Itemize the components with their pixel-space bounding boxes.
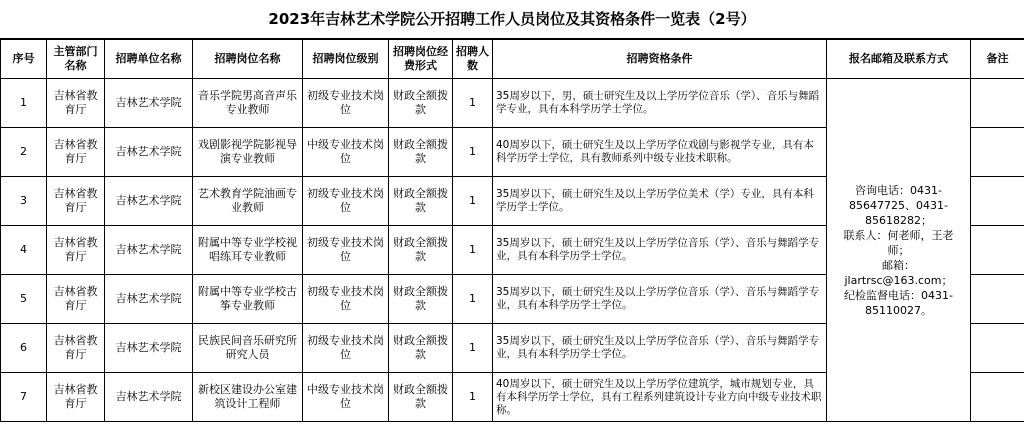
cell-funding: 财政全额拨款 — [389, 373, 453, 422]
cell-dept: 吉林省教育厅 — [47, 275, 105, 324]
cell-note — [971, 79, 1024, 128]
cell-note — [971, 373, 1024, 422]
cell-unit: 吉林艺术学院 — [105, 324, 193, 373]
cell-note — [971, 128, 1024, 177]
cell-conditions: 35周岁以下，硕士研究生及以上学历学位美术（学）专业，具有本科学历学士学位。 — [493, 177, 827, 226]
cell-no: 7 — [1, 373, 47, 422]
cell-level: 初级专业技术岗位 — [303, 177, 389, 226]
contact-cell — [827, 79, 971, 422]
cell-count: 1 — [453, 226, 493, 275]
header-contact: 报名邮箱及联系方式 — [827, 40, 971, 79]
cell-dept: 吉林省教育厅 — [47, 373, 105, 422]
cell-conditions: 35周岁以下，硕士研究生及以上学历学位音乐（学）、音乐与舞蹈学专业，具有本科学历学士学位。 — [493, 226, 827, 275]
cell-dept: 吉林省教育厅 — [47, 128, 105, 177]
cell-post: 附属中等专业学校视唱练耳专业教师 — [193, 226, 303, 275]
contact-email: 邮箱：jlartrsc@163.com； — [844, 258, 953, 287]
header-level: 招聘岗位级别 — [303, 40, 389, 79]
cell-unit: 吉林艺术学院 — [105, 128, 193, 177]
cell-note — [971, 177, 1024, 226]
cell-count: 1 — [453, 275, 493, 324]
cell-level: 中级专业技术岗位 — [303, 373, 389, 422]
cell-level: 初级专业技术岗位 — [303, 324, 389, 373]
cell-funding: 财政全额拨款 — [389, 226, 453, 275]
cell-count: 1 — [453, 177, 493, 226]
cell-count: 1 — [453, 324, 493, 373]
header-row — [1, 40, 1024, 79]
cell-level: 中级专业技术岗位 — [303, 128, 389, 177]
cell-post: 音乐学院男高音声乐专业教师 — [193, 79, 303, 128]
header-count: 招聘人数 — [453, 40, 493, 79]
cell-funding: 财政全额拨款 — [389, 79, 453, 128]
contact-phone: 咨询电话：0431-85647725、0431-85618282； — [849, 183, 948, 227]
cell-post: 附属中等专业学校古筝专业教师 — [193, 275, 303, 324]
contact-supervision: 纪检监督电话：0431-85110027。 — [844, 288, 953, 317]
cell-funding: 财政全额拨款 — [389, 128, 453, 177]
cell-level: 初级专业技术岗位 — [303, 275, 389, 324]
cell-unit: 吉林艺术学院 — [105, 373, 193, 422]
cell-funding: 财政全额拨款 — [389, 275, 453, 324]
header-funding: 招聘岗位经费形式 — [389, 40, 453, 79]
cell-level: 初级专业技术岗位 — [303, 226, 389, 275]
cell-conditions: 40周岁以下，硕士研究生及以上学历学位戏剧与影视学专业，具有本科学历学士学位，具有教师系列中级专业技术职称。 — [493, 128, 827, 177]
cell-count: 1 — [453, 79, 493, 128]
cell-no: 5 — [1, 275, 47, 324]
cell-conditions: 40周岁以下，硕士研究生及以上学历学位建筑学，城市规划专业，具有本科学历学士学位，具有工程系列建筑设计专业方向中级专业技术职称。 — [493, 373, 827, 422]
cell-no: 6 — [1, 324, 47, 373]
cell-post: 新校区建设办公室建筑设计工程师 — [193, 373, 303, 422]
job-table — [0, 39, 1024, 422]
cell-unit: 吉林艺术学院 — [105, 226, 193, 275]
cell-post: 民族民间音乐研究所研究人员 — [193, 324, 303, 373]
cell-funding: 财政全额拨款 — [389, 177, 453, 226]
cell-funding: 财政全额拨款 — [389, 324, 453, 373]
cell-unit: 吉林艺术学院 — [105, 177, 193, 226]
cell-conditions: 35周岁以下，男，硕士研究生及以上学历学位音乐（学）、音乐与舞蹈学专业，具有本科学历学士学位。 — [493, 79, 827, 128]
header-post: 招聘岗位名称 — [193, 40, 303, 79]
cell-no: 1 — [1, 79, 47, 128]
cell-dept: 吉林省教育厅 — [47, 324, 105, 373]
table-row — [1, 79, 1024, 128]
cell-dept: 吉林省教育厅 — [47, 226, 105, 275]
header-unit: 招聘单位名称 — [105, 40, 193, 79]
header-no: 序号 — [1, 40, 47, 79]
cell-note — [971, 275, 1024, 324]
cell-conditions: 35周岁以下，硕士研究生及以上学历学位音乐（学）、音乐与舞蹈学专业，具有本科学历学士学位。 — [493, 324, 827, 373]
cell-post: 艺术教育学院油画专业教师 — [193, 177, 303, 226]
cell-note — [971, 226, 1024, 275]
cell-dept: 吉林省教育厅 — [47, 79, 105, 128]
cell-unit: 吉林艺术学院 — [105, 79, 193, 128]
cell-no: 3 — [1, 177, 47, 226]
cell-no: 4 — [1, 226, 47, 275]
header-note: 备注 — [971, 40, 1024, 79]
cell-post: 戏剧影视学院影视导演专业教师 — [193, 128, 303, 177]
cell-count: 1 — [453, 128, 493, 177]
header-conditions: 招聘资格条件 — [493, 40, 827, 79]
cell-count: 1 — [453, 373, 493, 422]
cell-unit: 吉林艺术学院 — [105, 275, 193, 324]
sheet-title: 2023年吉林艺术学院公开招聘工作人员岗位及其资格条件一览表（2号） — [0, 0, 1024, 39]
cell-conditions: 35周岁以下，硕士研究生及以上学历学位音乐（学）、音乐与舞蹈学专业，具有本科学历学士学位。 — [493, 275, 827, 324]
cell-level: 初级专业技术岗位 — [303, 79, 389, 128]
contact-person: 联系人：何老师，王老师； — [843, 228, 954, 257]
cell-note — [971, 324, 1024, 373]
header-dept: 主管部门名称 — [47, 40, 105, 79]
cell-dept: 吉林省教育厅 — [47, 177, 105, 226]
cell-no: 2 — [1, 128, 47, 177]
